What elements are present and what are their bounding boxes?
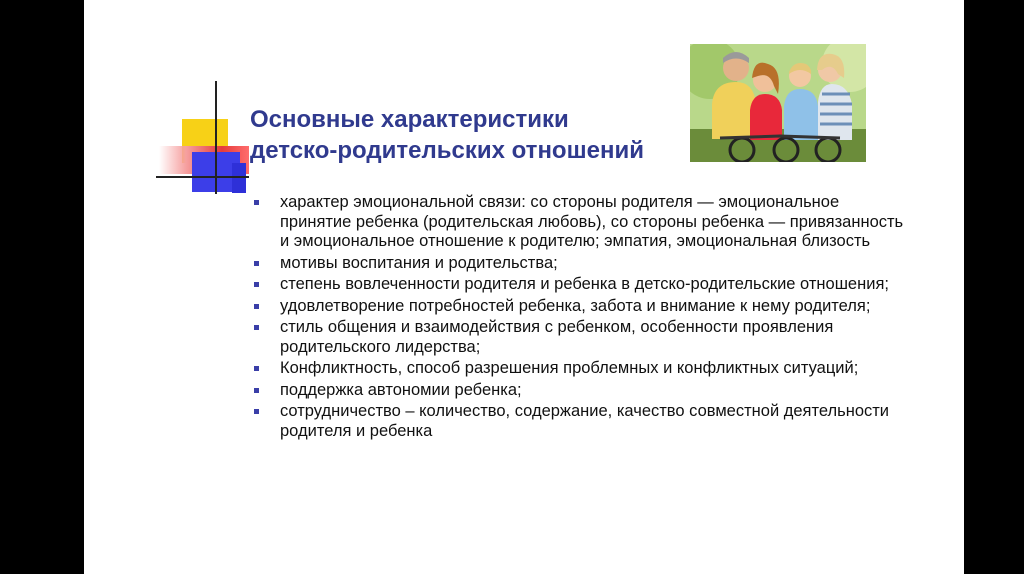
square-bullet-icon [254, 388, 259, 393]
list-item-text: мотивы воспитания и родительства; [280, 253, 558, 272]
square-bullet-icon [254, 366, 259, 371]
square-bullet-icon [254, 261, 259, 266]
family-photo [690, 44, 866, 162]
list-item [252, 297, 912, 317]
list-item [252, 275, 912, 295]
list-item [252, 402, 912, 441]
decor-blue-strip [232, 163, 246, 193]
list-item [252, 381, 912, 401]
list-item-text: стиль общения и взаимодействия с ребенком, особенности проявления родительского лидерства; [280, 318, 834, 356]
slide-title-line-1: Основные характеристики [250, 106, 569, 133]
list-item-text: поддержка автономии ребенка; [280, 380, 522, 399]
list-item [252, 359, 912, 379]
square-bullet-icon [254, 409, 259, 414]
list-item-text: степень вовлеченности родителя и ребенка в детско-родительские отношения; [280, 275, 889, 293]
list-item-text: сотрудничество – количество, содержание, качество совместной деятельности родителя и ребенка [280, 402, 890, 440]
square-bullet-icon [254, 282, 259, 287]
family-photo-illustration [690, 44, 866, 162]
list-item-text: Конфликтность, способ разрешения проблемных и конфликтных ситуаций; [280, 359, 859, 377]
slide-title [250, 104, 700, 166]
list-item [252, 193, 912, 252]
list-item [252, 254, 912, 274]
characteristics-list [252, 193, 912, 443]
square-bullet-icon [254, 325, 259, 330]
square-bullet-icon [254, 200, 259, 205]
list-item [252, 318, 912, 357]
presentation-slide [84, 0, 964, 574]
decor-horizontal-line [156, 176, 249, 178]
slide-title-line-2: детско-родительских отношений [250, 137, 644, 164]
square-bullet-icon [254, 304, 259, 309]
list-item-text: характер эмоциональной связи: со стороны родителя — эмоциональное принятие ребенка (родительская любовь), со стороны ребенка — привязанность и эмоциональное отношение к родителю; эмпатия, эмоциональная близость [280, 193, 904, 250]
list-item-text: удовлетворение потребностей ребенка, забота и внимание к нему родителя; [280, 296, 871, 315]
